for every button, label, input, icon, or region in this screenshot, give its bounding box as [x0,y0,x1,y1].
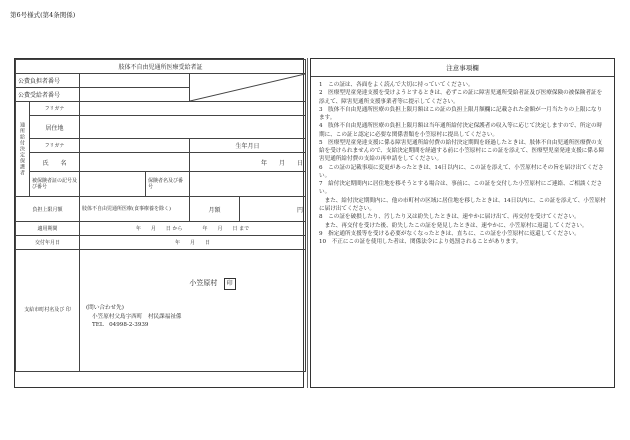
cost-limit-sub-label: 肢体不自由児通所医療(食事療養を除く) [80,197,190,222]
fold-divider [307,58,308,388]
public-payer-number-label: 公費負担者番号 [16,74,80,88]
note-item: 8 この証を破損したり、汚したり又は紛失したときは、速やかに届け出て、再交付を受けてください。 [319,214,580,221]
note-item: また、給付決定期間内に、他の市町村の区域に居住地を移したときは、14日以内に、この証を添えて、小笠原村に届け出てください。 [319,197,606,212]
note-item: 9 指定通所支援等を受ける必要がなくなったときは、直ちに、この証を小笠原村に返還してください。 [319,230,580,237]
note-item: 6 この証の記載事項に変更があったときは、14日以内に、この証を添えて、小笠原村にその旨を届け出てください。 [319,164,604,179]
cost-limit-field[interactable] [240,197,306,222]
contact-address: 小笠原村父島字西町 村民課福祉係 [92,313,182,320]
notes-title: 注意事項欄 [311,59,614,77]
cost-limit-label: 負担上限月額 [16,197,80,222]
municipality-label: 支給市町村名及び 印 [16,250,80,372]
note-item: 5 医療型児童発達支援に係る障害児通所給付費の給付決定期間を経過したときは、肢体不自由児通所医療費の支給を受けられませんので、支給決定期間を経過する前に小笠原村にこの証を添えて、医療型児童発達支援に係る障害児通所給付費の支給の再申請をしてください。 [319,139,605,163]
furigana-field-1[interactable] [80,102,306,116]
furigana-field-2[interactable] [80,139,190,153]
furigana-label-1: フリガナ [30,102,80,116]
monthly-label: 月額 [190,197,240,222]
birth-date-field[interactable]: 年 月 日 [190,153,306,172]
yen-unit: 円 [297,206,304,214]
seal-icon: 印 [224,278,236,290]
note-item: 3 肢体不自由児通所医療の負担上限月額はこの証の負担上限月額欄に記載された金額が一月当たりの上限になります。 [319,106,603,122]
name-label: 氏 名 [30,153,80,172]
notes-list [311,77,614,250]
name-field[interactable] [80,153,190,172]
period-label: 適用期間 [16,222,80,236]
note-item: 2 医療型児童発達支援を受けようとするときは、必ずこの証に障害児通所受給者証及び医療保険の被保険者証を添えて、障害児通所支援事業者等に提示してください。 [319,90,603,105]
diagonal-line [190,74,305,101]
form-caption: 第6号様式(第4条関係) [10,11,76,19]
certificate-card [14,58,304,388]
contact-tel: TEL 04998-2-3939 [92,322,149,329]
municipality-block [80,250,306,372]
notes-card [310,58,615,388]
insurer-field[interactable] [190,172,306,197]
public-payer-number-field[interactable] [80,74,190,88]
insurer-label: 保険者名及び番号 [146,172,190,197]
issue-date-field[interactable]: 年 月 日 [80,236,306,250]
note-item: 1 この証は、各面をよく読んで大切に持っていてください。 [319,82,474,88]
period-field[interactable]: 年 月 日 から 年 月 日 まで [80,222,306,236]
contact-label: (問い合わせ先) [86,305,124,311]
certificate-table [15,59,306,372]
certificate-title: 肢体不自由児通所医療受給者証 [16,60,306,74]
note-item: 4 肢体不自由児通所医療の負担上限月額は当年通所給付決定保護者の収入等に応じて決定しますので、所定の時期に、この証と認定に必要な関係書類を小笠原村に提出してください。 [319,123,603,138]
blank-slash-cell [190,74,306,102]
insured-card-field[interactable] [80,172,146,197]
note-item: 10 不正にこの証を使用した者は、関係法令により処罰されることがあります。 [319,239,522,246]
guardian-group-label: 通所給付決定保護者 [16,102,30,197]
note-item: 7 給付決定期間内に居住地を移そうとする場合は、事前に、この証を交付した小笠原村にご連絡、ご相談ください。 [319,181,603,196]
note-item: また、再交付を受けた後、紛失したこの証を発見したときは、速やかに、小笠原村に返還してください。 [319,222,588,229]
village-name: 小笠原村 [189,279,218,287]
insured-card-label: 被保険者証の記号及び番号 [30,172,80,197]
contact-info [82,304,303,330]
issue-date-label: 交付年月日 [16,236,80,250]
birth-date-label: 生年月日 [190,139,306,153]
address-label: 居住地 [30,116,80,139]
recipient-number-label: 公費受給者番号 [16,88,80,102]
recipient-number-field[interactable] [80,88,190,102]
furigana-label-2: フリガナ [30,139,80,153]
address-field[interactable] [80,116,306,139]
municipality-seal-line [122,278,303,290]
